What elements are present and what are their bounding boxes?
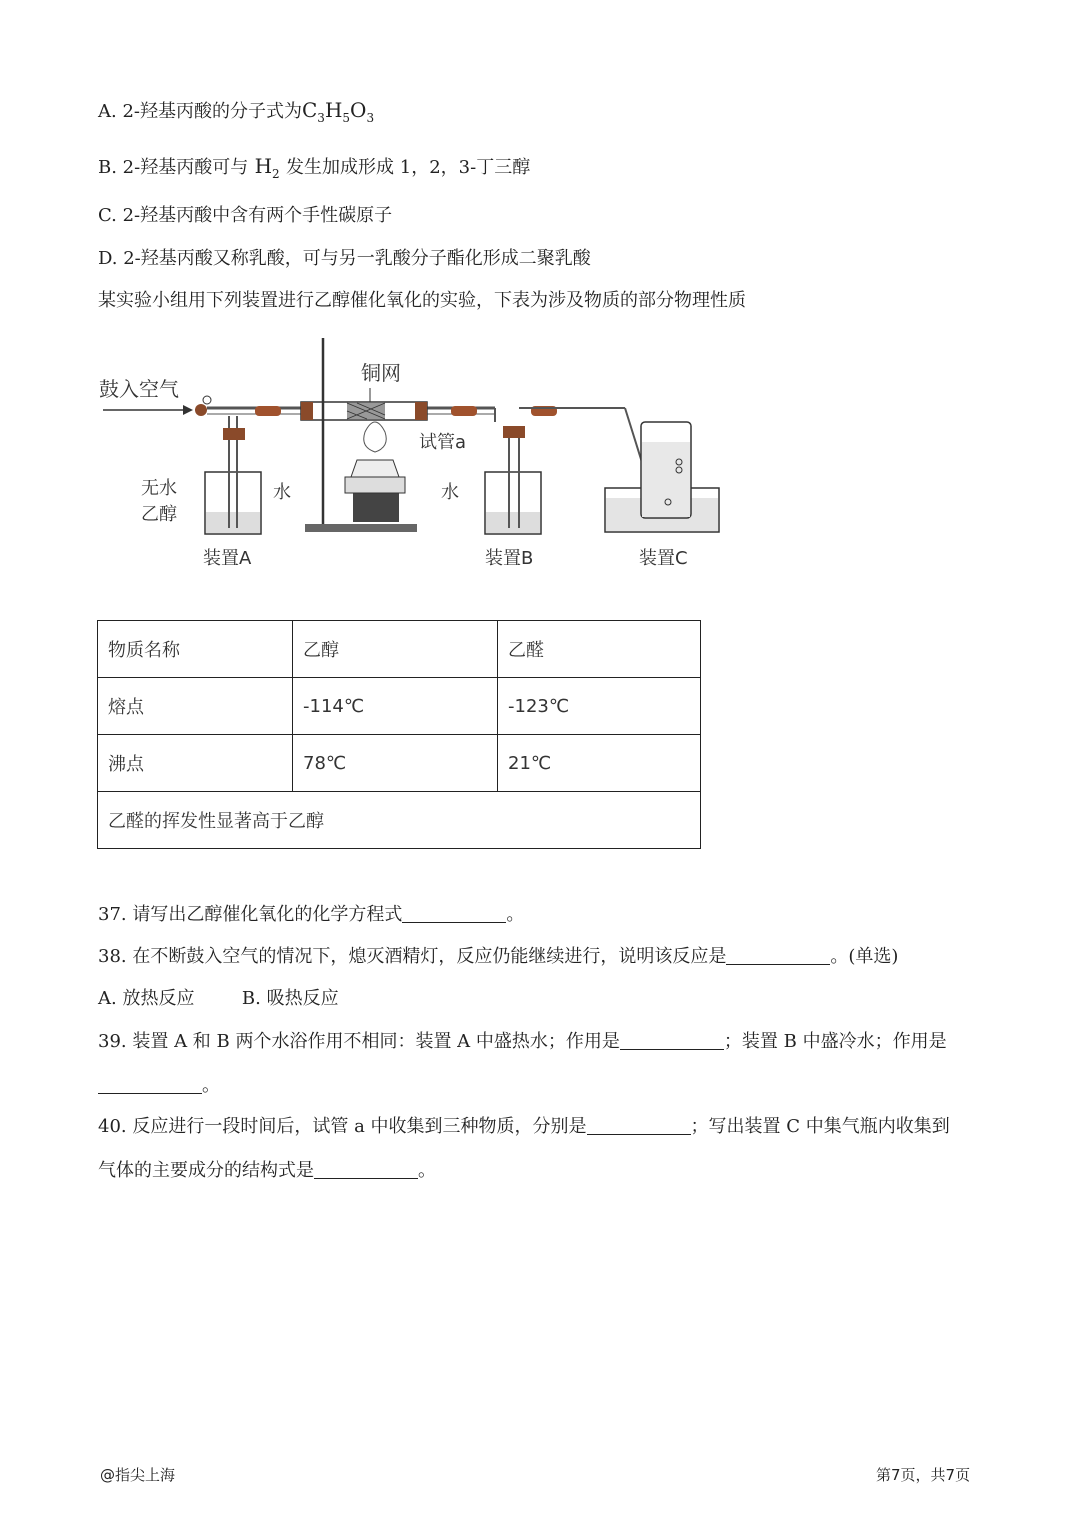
table-cell: 物质名称 [98,621,293,678]
label-device-b: 装置B [485,548,534,569]
footer-source: @指尖上海 [100,1466,176,1484]
question-38-options [98,987,339,1011]
lamp-stand [353,492,399,522]
table-note-row [98,792,701,849]
label-device-a: 装置A [203,548,252,569]
table-cell: 78℃ [293,735,498,792]
option-d: D. 2-羟基丙酸又称乳酸，可与另一乳酸分子酯化形成二聚乳酸 [98,248,591,269]
table-cell: 沸点 [98,735,293,792]
rubber-joint-1 [255,406,281,416]
label-device-c: 装置C [639,548,688,569]
iron-stand-base [305,524,417,532]
alcohol-lamp [351,460,399,477]
stopcock-knob [203,396,211,404]
label-air: 鼓入空气 [99,377,179,401]
water-b [486,512,540,533]
table-cell: 21℃ [498,735,701,792]
table-cell: 熔点 [98,678,293,735]
table-cell: -123℃ [498,678,701,735]
option-exothermic[interactable]: A. 放热反应 [98,988,195,1009]
answer-blank-38[interactable] [726,946,830,965]
table-row [98,735,701,792]
label-copper: 铜网 [361,361,401,385]
table-cell: -114℃ [293,678,498,735]
stopper-a [223,428,245,440]
flame [364,422,387,452]
properties-table [97,620,701,849]
option-a [98,98,374,130]
water-a [206,512,260,533]
answer-blank-40a[interactable] [587,1116,691,1135]
answer-blank-40b[interactable] [314,1160,418,1179]
label-anhydrous-1: 无水 [141,478,177,499]
table-note: 乙醛的挥发性显著高于乙醇 [98,792,701,849]
intro-text: 某实验小组用下列装置进行乙醇催化氧化的实验，下表为涉及物质的部分物理性质 [98,290,746,311]
formula-h2: $H_2$ [254,154,280,181]
question-40: 40. 反应进行一段时间后，试管 a 中收集到三种物质，分别是 ；写出装置 C 中集气瓶内收集到 [98,1116,950,1137]
label-water-a: 水 [273,482,291,503]
question-40-cont: 气体的主要成分的结构式是 。 [98,1160,436,1181]
answer-blank-39b[interactable] [98,1075,202,1094]
question-39: 39. 装置 A 和 B 两个水浴作用不相同：装置 A 中盛热水；作用是 ；装置 B 中盛冷水；作用是 [98,1031,947,1052]
label-tube-a: 试管a [419,432,467,453]
gas-jar-water [642,442,690,517]
question-37: 37. 请写出乙醇催化氧化的化学方程式 。 [98,904,525,925]
question-39-cont: 。 [98,1074,220,1098]
rubber-joint-2 [451,406,477,416]
table-header-row [98,621,701,678]
option-endothermic[interactable]: B. 吸热反应 [241,988,339,1009]
table-row [98,678,701,735]
formula-a: $C_3H_5O_3$ [301,98,375,125]
stopcock [195,404,207,416]
table-cell: 乙醇 [293,621,498,678]
option-b-post: 发生加成形成 1，2，3-丁三醇 [286,157,531,178]
answer-blank-39a[interactable] [620,1031,724,1050]
air-arrow-head [183,405,193,415]
stopper-b [503,426,525,438]
label-water-b: 水 [441,482,459,503]
label-anhydrous-2: 乙醇 [141,504,177,525]
footer-page-number: 第7页，共7页 [876,1466,971,1484]
question-38: 38. 在不断鼓入空气的情况下，熄灭酒精灯，反应仍能继续进行，说明该反应是 。(单选) [98,946,899,967]
apparatus-diagram [95,332,735,572]
option-c: C. 2-羟基丙酸中含有两个手性碳原子 [98,205,393,226]
table-cell: 乙醛 [498,621,701,678]
stopper-left [301,402,313,420]
option-b-pre: B. 2-羟基丙酸可与 [98,157,249,178]
option-a-text: A. 2-羟基丙酸的分子式为 [98,101,302,122]
answer-blank-37[interactable] [402,904,506,923]
stopper-right [415,402,427,420]
option-b [98,154,530,186]
